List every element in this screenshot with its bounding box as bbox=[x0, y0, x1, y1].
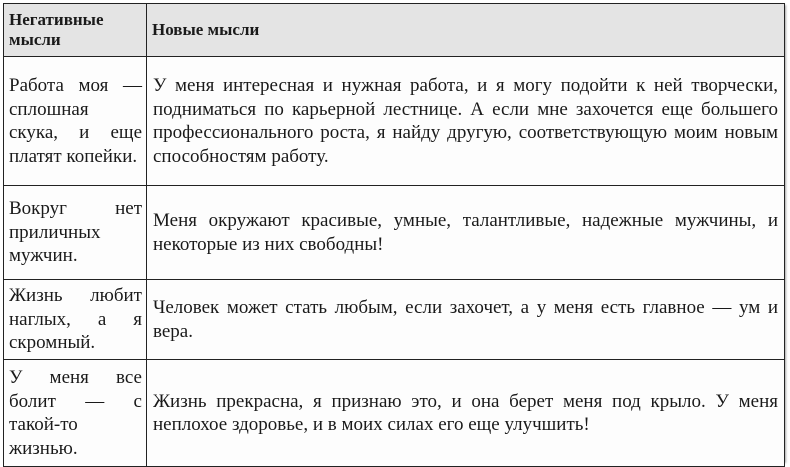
negative-thought-cell: Вокруг нет приличных мужчин. bbox=[4, 186, 147, 280]
new-thought-cell: Человек может стать любым, если захочет, а у меня есть главное — ум и вера. bbox=[147, 280, 785, 360]
new-thought-cell: У меня интересная и нужная работа, и я могу подойти к ней творчески, подниматься по карьерной лестнице. А если мне захочется еще большего профессионального роста, я найду другую, соответствующую моим новым способностям работу. bbox=[147, 57, 785, 186]
thoughts-table-container bbox=[3, 3, 784, 461]
table-header-row bbox=[4, 4, 785, 57]
negative-thought-cell: У меня все болит — с такой-то жизнью. bbox=[4, 360, 147, 467]
thoughts-table bbox=[3, 3, 785, 467]
negative-thought-cell: Жизнь любит наглых, а я скромный. bbox=[4, 280, 147, 360]
header-negative-thoughts: Негативные мысли bbox=[4, 4, 147, 57]
new-thought-cell: Меня окружают красивые, умные, талантливые, надежные мужчины, и некоторые из них свободны! bbox=[147, 186, 785, 280]
table-row bbox=[4, 360, 785, 467]
table-row bbox=[4, 57, 785, 186]
header-new-thoughts: Новые мысли bbox=[147, 4, 785, 57]
negative-thought-cell: Работа моя — сплошная скука, и еще платят копейки. bbox=[4, 57, 147, 186]
table-row bbox=[4, 186, 785, 280]
table-row bbox=[4, 280, 785, 360]
new-thought-cell: Жизнь прекрасна, я признаю это, и она берет меня под крыло. У меня неплохое здоровье, и в моих силах его еще улучшить! bbox=[147, 360, 785, 467]
